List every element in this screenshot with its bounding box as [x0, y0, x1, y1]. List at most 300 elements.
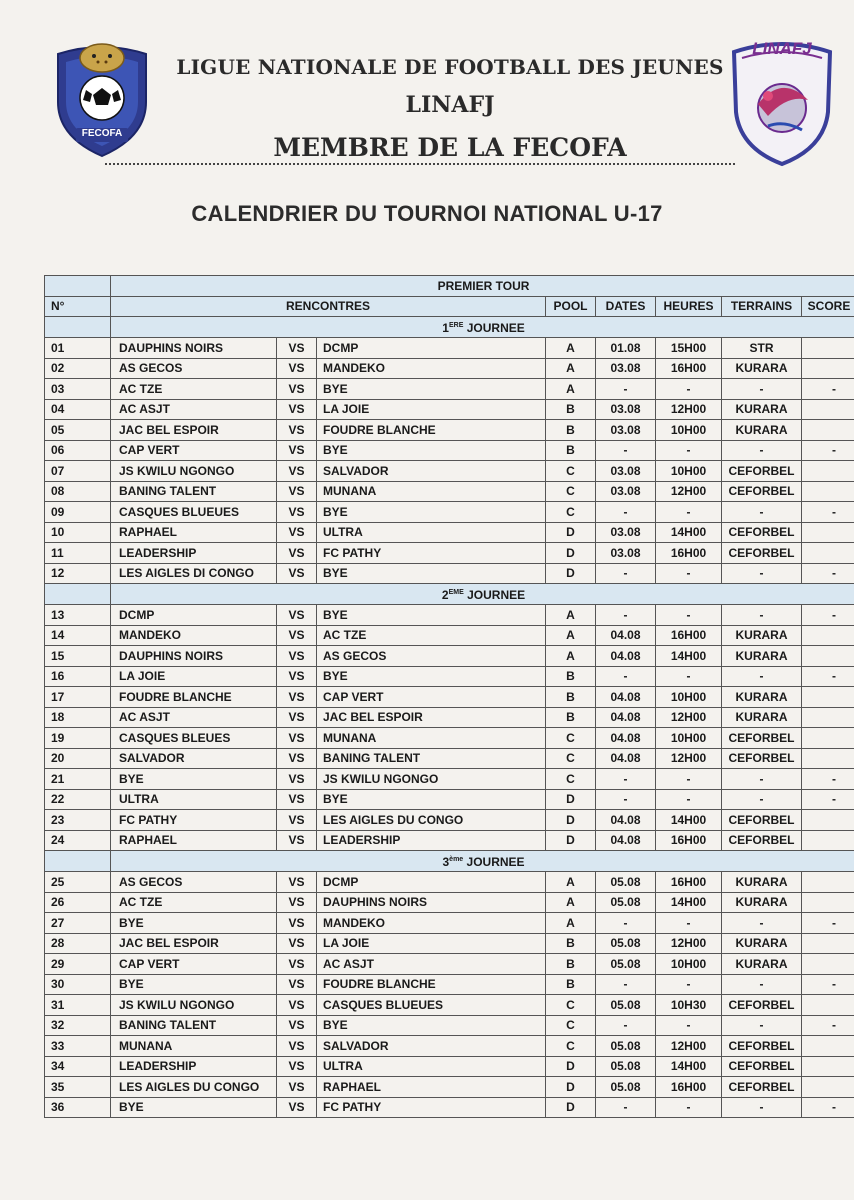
home-team: AS GECOS [111, 872, 277, 893]
match-date: 05.08 [596, 872, 656, 893]
match-pool: B [546, 707, 596, 728]
match-number: 03 [45, 379, 111, 400]
match-number: 19 [45, 728, 111, 749]
match-pool: B [546, 933, 596, 954]
home-team: DAUPHINS NOIRS [111, 646, 277, 667]
match-venue: CEFORBEL [722, 810, 802, 831]
match-pool: B [546, 420, 596, 441]
match-row [45, 933, 854, 954]
journee-blank-cell [45, 584, 111, 605]
away-team: FC PATHY [317, 1097, 546, 1118]
match-score: - [802, 440, 854, 461]
match-venue: KURARA [722, 358, 802, 379]
match-date: 04.08 [596, 687, 656, 708]
match-venue: STR [722, 338, 802, 359]
match-date: 05.08 [596, 995, 656, 1016]
match-row [45, 707, 854, 728]
versus-label: VS [277, 420, 317, 441]
away-team: MANDEKO [317, 358, 546, 379]
versus-label: VS [277, 933, 317, 954]
match-venue: KURARA [722, 420, 802, 441]
match-pool: C [546, 769, 596, 790]
match-row [45, 769, 854, 790]
match-score [802, 399, 854, 420]
journee-title [111, 851, 854, 872]
versus-label: VS [277, 872, 317, 893]
match-row [45, 1015, 854, 1036]
match-number: 34 [45, 1056, 111, 1077]
match-number: 16 [45, 666, 111, 687]
match-venue: KURARA [722, 625, 802, 646]
home-team: BYE [111, 913, 277, 934]
home-team: CASQUES BLEUES [111, 728, 277, 749]
match-score: - [802, 605, 854, 626]
match-date: 04.08 [596, 748, 656, 769]
journee-number: 2 [441, 588, 449, 602]
match-date: - [596, 1097, 656, 1118]
match-time: - [656, 379, 722, 400]
match-pool: D [546, 830, 596, 851]
match-number: 21 [45, 769, 111, 790]
match-date: 03.08 [596, 420, 656, 441]
section-header-row [45, 276, 854, 297]
home-team: AC ASJT [111, 707, 277, 728]
match-date: 03.08 [596, 358, 656, 379]
match-date: 04.08 [596, 810, 656, 831]
home-team: LA JOIE [111, 666, 277, 687]
versus-label: VS [277, 646, 317, 667]
match-venue: KURARA [722, 933, 802, 954]
match-venue: CEFORBEL [722, 748, 802, 769]
col-header-terrains: TERRAINS [722, 296, 802, 317]
match-venue: - [722, 379, 802, 400]
match-venue: KURARA [722, 872, 802, 893]
match-number: 35 [45, 1077, 111, 1098]
match-date: 05.08 [596, 954, 656, 975]
match-venue: KURARA [722, 892, 802, 913]
match-time: 16H00 [656, 543, 722, 564]
match-time: 10H00 [656, 461, 722, 482]
match-pool: D [546, 1097, 596, 1118]
match-score [802, 481, 854, 502]
match-pool: C [546, 728, 596, 749]
away-team: MUNANA [317, 728, 546, 749]
col-header-heures: HEURES [656, 296, 722, 317]
match-pool: B [546, 399, 596, 420]
match-time: 12H00 [656, 748, 722, 769]
match-score [802, 1056, 854, 1077]
match-time: - [656, 789, 722, 810]
versus-label: VS [277, 379, 317, 400]
match-venue: CEFORBEL [722, 1077, 802, 1098]
match-score [802, 420, 854, 441]
home-team: LEADERSHIP [111, 1056, 277, 1077]
away-team: DCMP [317, 338, 546, 359]
match-number: 26 [45, 892, 111, 913]
versus-label: VS [277, 502, 317, 523]
home-team: FC PATHY [111, 810, 277, 831]
col-header-pool: POOL [546, 296, 596, 317]
versus-label: VS [277, 707, 317, 728]
match-time: - [656, 563, 722, 584]
fecofa-logo [50, 32, 154, 160]
versus-label: VS [277, 954, 317, 975]
match-time: 14H00 [656, 1056, 722, 1077]
match-score [802, 707, 854, 728]
away-team: LA JOIE [317, 399, 546, 420]
match-pool: A [546, 646, 596, 667]
versus-label: VS [277, 522, 317, 543]
match-row [45, 625, 854, 646]
versus-label: VS [277, 605, 317, 626]
match-time: - [656, 1097, 722, 1118]
away-team: LEADERSHIP [317, 830, 546, 851]
match-pool: B [546, 974, 596, 995]
match-score [802, 830, 854, 851]
match-time: 14H00 [656, 522, 722, 543]
match-date: 03.08 [596, 461, 656, 482]
match-score: - [802, 563, 854, 584]
home-team: MUNANA [111, 1036, 277, 1057]
home-team: SALVADOR [111, 748, 277, 769]
match-venue: KURARA [722, 399, 802, 420]
match-number: 10 [45, 522, 111, 543]
away-team: DCMP [317, 872, 546, 893]
match-number: 07 [45, 461, 111, 482]
away-team: AS GECOS [317, 646, 546, 667]
match-score [802, 954, 854, 975]
match-pool: A [546, 358, 596, 379]
match-time: - [656, 440, 722, 461]
home-team: BYE [111, 1097, 277, 1118]
home-team: AC TZE [111, 379, 277, 400]
match-row [45, 995, 854, 1016]
match-date: 04.08 [596, 728, 656, 749]
match-number: 15 [45, 646, 111, 667]
match-score [802, 625, 854, 646]
match-date: 05.08 [596, 892, 656, 913]
linafj-logo [728, 34, 836, 168]
away-team: BYE [317, 440, 546, 461]
away-team: BYE [317, 666, 546, 687]
versus-label: VS [277, 625, 317, 646]
match-pool: A [546, 625, 596, 646]
away-team: BYE [317, 1015, 546, 1036]
match-time: 14H00 [656, 646, 722, 667]
home-team: FOUDRE BLANCHE [111, 687, 277, 708]
home-team: AC TZE [111, 892, 277, 913]
match-number: 02 [45, 358, 111, 379]
versus-label: VS [277, 974, 317, 995]
journee-ordinal: EME [448, 589, 464, 596]
versus-label: VS [277, 769, 317, 790]
versus-label: VS [277, 1056, 317, 1077]
away-team: FOUDRE BLANCHE [317, 974, 546, 995]
versus-label: VS [277, 1036, 317, 1057]
away-team: SALVADOR [317, 461, 546, 482]
match-venue: - [722, 502, 802, 523]
match-pool: D [546, 563, 596, 584]
match-row [45, 1077, 854, 1098]
home-team: JAC BEL ESPOIR [111, 420, 277, 441]
match-date: 04.08 [596, 707, 656, 728]
match-time: - [656, 974, 722, 995]
match-time: 14H00 [656, 892, 722, 913]
match-time: 16H00 [656, 625, 722, 646]
match-pool: A [546, 892, 596, 913]
league-name: LIGUE NATIONALE DE FOOTBALL DES JEUNES [176, 55, 724, 79]
match-time: - [656, 1015, 722, 1036]
match-row [45, 789, 854, 810]
versus-label: VS [277, 892, 317, 913]
match-number: 31 [45, 995, 111, 1016]
journee-header-row [45, 317, 854, 338]
match-score: - [802, 502, 854, 523]
match-score [802, 522, 854, 543]
away-team: BYE [317, 605, 546, 626]
versus-label: VS [277, 543, 317, 564]
match-score [802, 358, 854, 379]
document-title: CALENDRIER DU TOURNOI NATIONAL U-17 [191, 201, 663, 226]
home-team: CAP VERT [111, 954, 277, 975]
match-date: 05.08 [596, 1056, 656, 1077]
match-number: 09 [45, 502, 111, 523]
match-number: 11 [45, 543, 111, 564]
match-row [45, 358, 854, 379]
home-team: BANING TALENT [111, 481, 277, 502]
away-team: MUNANA [317, 481, 546, 502]
match-date: - [596, 440, 656, 461]
match-pool: C [546, 748, 596, 769]
match-time: - [656, 502, 722, 523]
away-team: CASQUES BLUEUES [317, 995, 546, 1016]
match-venue: KURARA [722, 687, 802, 708]
match-pool: D [546, 543, 596, 564]
match-date: 04.08 [596, 830, 656, 851]
match-number: 14 [45, 625, 111, 646]
match-row [45, 974, 854, 995]
match-pool: B [546, 954, 596, 975]
league-acronym: LINAFJ [405, 92, 495, 118]
journee-blank-cell [45, 851, 111, 872]
away-team: RAPHAEL [317, 1077, 546, 1098]
match-venue: - [722, 666, 802, 687]
away-team: JAC BEL ESPOIR [317, 707, 546, 728]
match-row [45, 1036, 854, 1057]
match-venue: CEFORBEL [722, 1036, 802, 1057]
away-team: DAUPHINS NOIRS [317, 892, 546, 913]
journee-label: JOURNEE [463, 321, 525, 335]
match-score [802, 892, 854, 913]
match-score [802, 728, 854, 749]
match-time: 12H00 [656, 399, 722, 420]
match-venue: - [722, 1015, 802, 1036]
match-number: 36 [45, 1097, 111, 1118]
match-row [45, 338, 854, 359]
match-number: 30 [45, 974, 111, 995]
col-header-num: N° [45, 296, 111, 317]
match-number: 33 [45, 1036, 111, 1057]
match-number: 24 [45, 830, 111, 851]
match-score [802, 338, 854, 359]
match-pool: D [546, 1077, 596, 1098]
home-team: LES AIGLES DU CONGO [111, 1077, 277, 1098]
section-title: PREMIER TOUR [111, 276, 854, 297]
match-time: 15H00 [656, 338, 722, 359]
home-team: RAPHAEL [111, 830, 277, 851]
home-team: MANDEKO [111, 625, 277, 646]
home-team: LES AIGLES DI CONGO [111, 563, 277, 584]
match-row [45, 666, 854, 687]
versus-label: VS [277, 728, 317, 749]
match-number: 06 [45, 440, 111, 461]
membership-line: MEMBRE DE LA FECOFA [273, 133, 627, 162]
match-date: 05.08 [596, 933, 656, 954]
match-number: 01 [45, 338, 111, 359]
away-team: CAP VERT [317, 687, 546, 708]
away-team: AC TZE [317, 625, 546, 646]
match-time: - [656, 666, 722, 687]
col-header-score: SCORE [802, 296, 854, 317]
versus-label: VS [277, 830, 317, 851]
match-time: 12H00 [656, 481, 722, 502]
versus-label: VS [277, 748, 317, 769]
match-pool: B [546, 440, 596, 461]
versus-label: VS [277, 481, 317, 502]
versus-label: VS [277, 563, 317, 584]
match-pool: C [546, 1036, 596, 1057]
away-team: AC ASJT [317, 954, 546, 975]
match-row [45, 1097, 854, 1118]
match-date: 03.08 [596, 543, 656, 564]
versus-label: VS [277, 358, 317, 379]
match-row [45, 481, 854, 502]
match-row [45, 1056, 854, 1077]
match-row [45, 954, 854, 975]
match-pool: D [546, 810, 596, 831]
match-row [45, 399, 854, 420]
match-score: - [802, 1015, 854, 1036]
match-time: - [656, 769, 722, 790]
home-team: DCMP [111, 605, 277, 626]
journee-ordinal: ERE [448, 322, 464, 329]
match-pool: D [546, 522, 596, 543]
match-score [802, 933, 854, 954]
match-row [45, 502, 854, 523]
journee-number: 1 [442, 321, 449, 335]
match-venue: CEFORBEL [722, 830, 802, 851]
match-pool: A [546, 913, 596, 934]
match-venue: - [722, 1097, 802, 1118]
away-team: FC PATHY [317, 543, 546, 564]
match-date: 04.08 [596, 646, 656, 667]
away-team: MANDEKO [317, 913, 546, 934]
journee-header-row [45, 584, 854, 605]
match-venue: KURARA [722, 646, 802, 667]
match-score: - [802, 913, 854, 934]
journee-title [111, 584, 854, 605]
home-team: DAUPHINS NOIRS [111, 338, 277, 359]
match-date: - [596, 605, 656, 626]
match-venue: - [722, 769, 802, 790]
match-score: - [802, 789, 854, 810]
match-venue: CEFORBEL [722, 728, 802, 749]
schedule-table [44, 275, 854, 1118]
match-venue: CEFORBEL [722, 481, 802, 502]
match-pool: C [546, 461, 596, 482]
match-score [802, 995, 854, 1016]
match-date: 05.08 [596, 1036, 656, 1057]
match-venue: - [722, 605, 802, 626]
home-team: CAP VERT [111, 440, 277, 461]
match-row [45, 687, 854, 708]
match-score: - [802, 974, 854, 995]
match-number: 23 [45, 810, 111, 831]
away-team: ULTRA [317, 522, 546, 543]
match-venue: CEFORBEL [722, 995, 802, 1016]
away-team: JS KWILU NGONGO [317, 769, 546, 790]
linafj-logo-text: LINAFJ [752, 39, 812, 58]
away-team: BANING TALENT [317, 748, 546, 769]
match-score [802, 543, 854, 564]
match-date: - [596, 666, 656, 687]
match-row [45, 420, 854, 441]
versus-label: VS [277, 666, 317, 687]
home-team: JAC BEL ESPOIR [111, 933, 277, 954]
match-row [45, 872, 854, 893]
match-date: 01.08 [596, 338, 656, 359]
home-team: AC ASJT [111, 399, 277, 420]
match-row [45, 605, 854, 626]
match-pool: C [546, 1015, 596, 1036]
header-divider [105, 163, 735, 165]
match-time: 10H00 [656, 687, 722, 708]
home-team: JS KWILU NGONGO [111, 461, 277, 482]
match-pool: D [546, 789, 596, 810]
match-time: 14H00 [656, 810, 722, 831]
away-team: BYE [317, 379, 546, 400]
away-team: BYE [317, 789, 546, 810]
versus-label: VS [277, 789, 317, 810]
match-score [802, 687, 854, 708]
match-pool: A [546, 605, 596, 626]
match-venue: KURARA [722, 954, 802, 975]
home-team: ULTRA [111, 789, 277, 810]
match-score: - [802, 379, 854, 400]
match-date: 03.08 [596, 481, 656, 502]
match-score [802, 810, 854, 831]
match-row [45, 379, 854, 400]
fecofa-leopard-shield-icon [50, 32, 154, 160]
away-team: ULTRA [317, 1056, 546, 1077]
match-row [45, 543, 854, 564]
match-date: - [596, 563, 656, 584]
away-team: BYE [317, 502, 546, 523]
match-venue: - [722, 440, 802, 461]
home-team: BYE [111, 769, 277, 790]
match-time: - [656, 913, 722, 934]
match-pool: C [546, 481, 596, 502]
versus-label: VS [277, 1077, 317, 1098]
match-venue: CEFORBEL [722, 543, 802, 564]
match-row [45, 440, 854, 461]
match-number: 18 [45, 707, 111, 728]
match-number: 17 [45, 687, 111, 708]
home-team: CASQUES BLUEUES [111, 502, 277, 523]
match-date: - [596, 1015, 656, 1036]
away-team: SALVADOR [317, 1036, 546, 1057]
home-team: BANING TALENT [111, 1015, 277, 1036]
